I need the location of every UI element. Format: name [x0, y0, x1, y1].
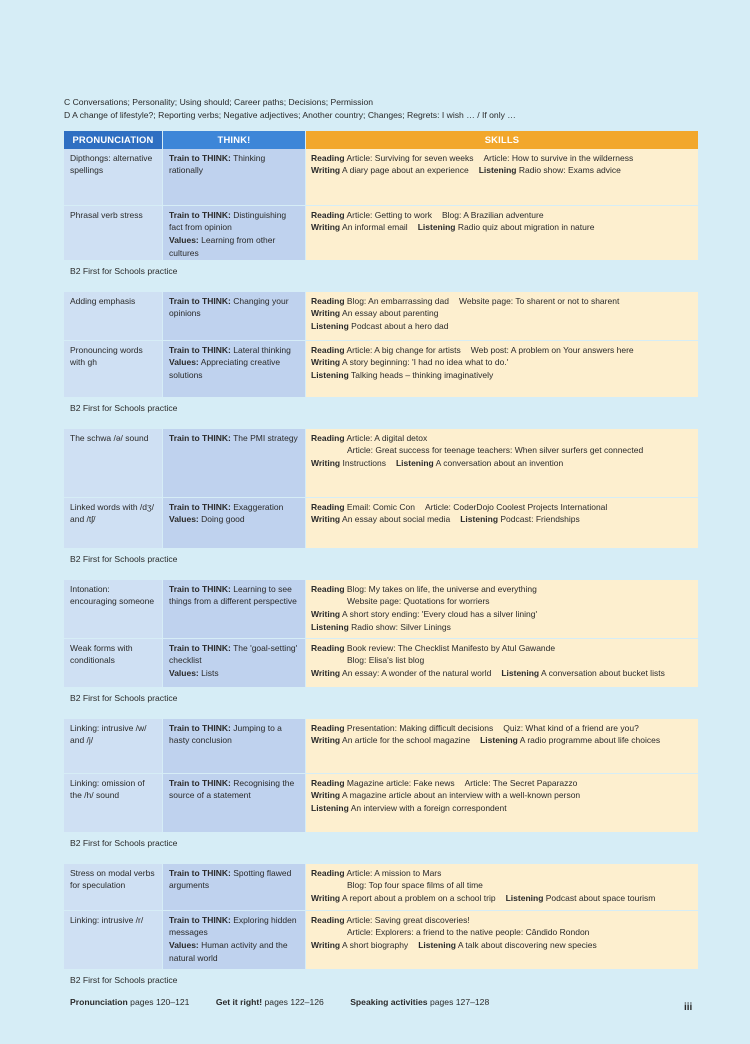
skills-text[interactable]: Website page: Quotations for worriers: [347, 596, 490, 607]
b2-practice[interactable]: B2 First for Schools practice: [70, 265, 178, 276]
think-cell: [163, 292, 305, 340]
skill-label: Writing: [311, 893, 341, 903]
skills-text[interactable]: A magazine article about an interview with a well-known person: [342, 790, 581, 801]
skills-line: [311, 501, 693, 514]
skills-cell: [306, 429, 698, 497]
skills-text[interactable]: A short story ending: 'Every cloud has a silver lining': [342, 609, 538, 619]
pronunciation-cell: Adding emphasis: [64, 292, 162, 340]
values-label: Values:: [169, 357, 199, 368]
values-value: Doing good: [201, 514, 245, 525]
train-line: [169, 914, 299, 939]
values-value: Appreciating creative solutions: [169, 357, 281, 380]
skills-line: [311, 621, 693, 634]
skills-line: [311, 513, 693, 526]
values-line: [169, 356, 299, 381]
skills-text[interactable]: An interview with a foreign correspondent: [350, 803, 507, 813]
skills-text[interactable]: Web post: A problem on Your answers here: [470, 344, 634, 355]
footer-speaking-pages: pages 127–128: [429, 996, 490, 1007]
skills-text[interactable]: A story beginning: 'I had no idea what to do.': [342, 357, 509, 368]
values-label: Values:: [169, 668, 199, 678]
skills-line: [311, 802, 693, 815]
skills-text[interactable]: Podcast: Friendships: [500, 514, 580, 525]
skill-label: Reading: [311, 344, 345, 355]
skills-text[interactable]: Email: Comic Con: [346, 501, 415, 512]
pronunciation-cell: Dipthongs: alternative spellings: [64, 149, 162, 205]
values-line: [169, 939, 299, 964]
skills-text[interactable]: Article: Getting to work: [346, 209, 432, 220]
skills-line: [311, 879, 693, 892]
think-cell: [163, 774, 305, 832]
skills-line: [311, 444, 693, 457]
skills-line: [311, 914, 693, 927]
train-label: Train to THINK:: [169, 914, 231, 925]
skills-text[interactable]: Blog: Elisa's list blog: [347, 655, 425, 666]
skill-label: Listening: [501, 668, 540, 678]
table-row: [64, 341, 698, 397]
think-cell: [163, 580, 305, 638]
skills-text[interactable]: A talk about discovering new species: [457, 940, 597, 950]
skills-text[interactable]: Magazine article: Fake news: [346, 777, 455, 788]
skills-line: [311, 369, 693, 382]
skills-line: [311, 221, 693, 234]
unit-block: [64, 429, 698, 570]
b2-practice[interactable]: B2 First for Schools practice: [70, 402, 178, 413]
train-label: Train to THINK:: [169, 583, 231, 594]
skills-line: [311, 209, 693, 222]
skills-cell: [306, 149, 698, 205]
skills-cell: [306, 864, 698, 910]
values-line: [169, 667, 299, 680]
values-label: Values:: [169, 235, 199, 245]
skills-text[interactable]: Blog: A Brazilian adventure: [441, 209, 544, 220]
train-label: Train to THINK:: [169, 501, 231, 512]
skill-label: Listening: [460, 514, 499, 525]
skills-text[interactable]: Talking heads – thinking imaginatively: [351, 370, 494, 380]
skills-text[interactable]: A conversation about an invention: [435, 458, 564, 468]
skill-label: Listening: [395, 458, 434, 468]
train-value: Recognising the source of a statement: [169, 777, 295, 801]
skills-text[interactable]: Blog: An embarrassing dad: [346, 295, 449, 306]
skills-line: [311, 344, 693, 357]
skills-text[interactable]: An informal email: [342, 222, 408, 233]
skills-line: [311, 642, 693, 655]
skill-label: Writing: [311, 790, 341, 801]
footer-pron-label[interactable]: Pronunciation: [70, 996, 128, 1007]
train-line: [169, 344, 299, 357]
skill-label: Listening: [311, 803, 349, 813]
skill-label: Writing: [311, 668, 341, 678]
skills-line: [311, 667, 693, 680]
train-value: Distinguishing fact from opinion: [169, 209, 287, 233]
values-value: Learning from other cultures: [169, 235, 276, 258]
skills-line: [311, 939, 693, 952]
skills-line: [311, 892, 693, 905]
skills-text[interactable]: Article: Surviving for seven weeks: [346, 152, 474, 163]
pronunciation-cell: Linking: omission of the /h/ sound: [64, 774, 162, 832]
train-line: [169, 642, 299, 667]
pronunciation-cell: Phrasal verb stress: [64, 206, 162, 260]
train-line: [169, 867, 299, 892]
train-label: Train to THINK:: [169, 642, 231, 653]
header-skills: SKILLS: [306, 131, 698, 149]
b2-practice[interactable]: B2 First for Schools practice: [70, 692, 178, 703]
values-label: Values:: [169, 940, 199, 950]
train-value: Changing your opinions: [169, 295, 289, 319]
skill-label: Listening: [480, 735, 518, 746]
train-label: Train to THINK:: [169, 432, 231, 443]
skill-label: Reading: [311, 867, 345, 878]
think-cell: [163, 429, 305, 497]
pronunciation-cell: Pronouncing words with gh: [64, 341, 162, 397]
table-row: [64, 864, 698, 910]
table-row: [64, 774, 698, 832]
skills-line: [311, 432, 693, 445]
skill-label: Reading: [311, 777, 345, 788]
skills-line: [311, 307, 693, 320]
b2-practice[interactable]: B2 First for Schools practice: [70, 837, 178, 848]
skills-line: [311, 608, 693, 621]
skills-line: [311, 722, 693, 735]
skills-text[interactable]: Quiz: What kind of a friend are you?: [503, 722, 639, 733]
skill-label: Reading: [311, 209, 345, 220]
pronunciation-cell: Intonation: encouraging someone: [64, 580, 162, 638]
unit-block: [64, 580, 698, 709]
intro-line-c: C Conversations; Personality; Using should; Career paths; Decisions; Permission: [64, 97, 374, 107]
skills-cell: [306, 498, 698, 548]
skill-label: Writing: [311, 940, 341, 950]
train-value: Thinking rationally: [169, 152, 266, 176]
skill-label: Writing: [311, 222, 341, 233]
skill-label: Reading: [311, 914, 345, 925]
skills-text[interactable]: Website page: To sharent or not to sharent: [458, 295, 620, 306]
pronunciation-cell: Linking: intrusive /r/: [64, 911, 162, 969]
skill-label: Reading: [311, 432, 345, 443]
table-row: [64, 639, 698, 687]
skills-text[interactable]: An essay: A wonder of the natural world: [342, 668, 492, 678]
train-label: Train to THINK:: [169, 867, 231, 878]
train-line: [169, 152, 299, 177]
skills-cell: [306, 580, 698, 638]
pronunciation-cell: The schwa /ə/ sound: [64, 429, 162, 497]
skills-text[interactable]: An essay about parenting: [342, 308, 439, 319]
think-cell: [163, 206, 305, 260]
think-cell: [163, 149, 305, 205]
skill-label: Listening: [418, 940, 456, 950]
think-cell: [163, 639, 305, 687]
page-number: iii: [684, 1002, 693, 1013]
skills-text[interactable]: Radio quiz about migration in nature: [457, 222, 595, 233]
skills-text[interactable]: Radio show: Silver Linings: [351, 621, 451, 632]
table-row: [64, 292, 698, 340]
train-value: The PMI strategy: [233, 432, 298, 443]
train-value: The 'goal-setting' checklist: [169, 642, 298, 666]
skills-line: [311, 356, 693, 369]
intro: [64, 96, 698, 123]
table-row: [64, 911, 698, 969]
skills-text[interactable]: Article: A big change for artists: [346, 344, 461, 355]
skills-text[interactable]: Blog: My takes on life, the universe and everything: [346, 583, 537, 594]
think-cell: [163, 341, 305, 397]
skills-text[interactable]: A diary page about an experience: [342, 165, 469, 176]
train-line: [169, 295, 299, 320]
skills-line: [311, 654, 693, 667]
skills-text[interactable]: A conversation about bucket lists: [541, 668, 665, 678]
skills-text[interactable]: Presentation: Making difficult decisions: [346, 722, 494, 733]
values-line: [169, 513, 299, 526]
skills-cell: [306, 719, 698, 773]
table-header: [64, 131, 698, 149]
train-value: Exploring hidden messages: [169, 914, 297, 938]
skills-line: [311, 789, 693, 802]
train-value: Learning to see things from a different perspective: [169, 583, 297, 607]
think-cell: [163, 719, 305, 773]
skill-label: Reading: [311, 501, 345, 512]
skills-text[interactable]: Article: Great success for teenage teachers: When silver surfers get connected: [347, 445, 644, 456]
skill-label: Reading: [311, 295, 345, 306]
skills-line: [311, 867, 693, 880]
train-label: Train to THINK:: [169, 295, 231, 306]
skills-text[interactable]: Book review: The Checklist Manifesto by Atul Gawande: [346, 642, 556, 653]
skill-label: Writing: [311, 165, 341, 176]
think-cell: [163, 864, 305, 910]
header-pronunciation: PRONUNCIATION: [64, 131, 162, 149]
train-label: Train to THINK:: [169, 777, 231, 788]
skill-label: Writing: [311, 308, 341, 319]
footer-links: [64, 997, 698, 1007]
train-label: Train to THINK:: [169, 722, 231, 733]
train-line: [169, 583, 299, 608]
skill-label: Reading: [311, 722, 345, 733]
train-line: [169, 432, 299, 445]
table-row: [64, 206, 698, 260]
table-row: [64, 149, 698, 205]
skills-text[interactable]: Article: Explorers: a friend to the native people: Cândido Rondon: [347, 927, 590, 938]
skills-line: [311, 734, 693, 747]
skills-cell: [306, 292, 698, 340]
skill-label: Listening: [311, 321, 349, 331]
pronunciation-cell: Linking: intrusive /w/ and /j/: [64, 719, 162, 773]
table-row: [64, 498, 698, 548]
unit-block: [64, 149, 698, 282]
skill-label: Reading: [311, 152, 345, 163]
think-cell: [163, 911, 305, 969]
skill-label: Listening: [311, 621, 349, 632]
skills-cell: [306, 341, 698, 397]
pronunciation-cell: Stress on modal verbs for speculation: [64, 864, 162, 910]
skills-text[interactable]: Article: A mission to Mars: [346, 867, 442, 878]
train-value: Jumping to a hasty conclusion: [169, 722, 282, 746]
skills-text[interactable]: Radio show: Exams advice: [518, 165, 621, 176]
table-row: [64, 429, 698, 497]
train-line: [169, 209, 299, 234]
skill-label: Listening: [311, 370, 349, 380]
skills-line: [311, 583, 693, 596]
values-value: Human activity and the natural world: [169, 940, 288, 963]
skills-cell: [306, 639, 698, 687]
intro-line-d: D A change of lifestyle?; Reporting verbs; Negative adjectives; Another country; Changes; Regrets: I wish … / If only …: [64, 110, 516, 121]
skills-cell: [306, 911, 698, 969]
unit-block: [64, 864, 698, 991]
pronunciation-cell: Weak forms with conditionals: [64, 639, 162, 687]
think-cell: [163, 498, 305, 548]
skill-label: Reading: [311, 583, 345, 594]
skills-text[interactable]: Podcast about space tourism: [545, 893, 656, 903]
skills-text[interactable]: Article: CoderDojo Coolest Projects International: [424, 501, 608, 512]
skill-label: Listening: [478, 165, 517, 176]
skills-text[interactable]: Blog: Top four space films of all time: [347, 880, 483, 891]
train-label: Train to THINK:: [169, 344, 231, 355]
unit-block: [64, 719, 698, 854]
values-line: [169, 234, 299, 259]
train-value: Lateral thinking: [233, 344, 291, 355]
skill-label: Writing: [311, 514, 341, 525]
skills-line: [311, 926, 693, 939]
skill-label: Writing: [311, 458, 341, 468]
skills-line: [311, 457, 693, 470]
skills-line: [311, 164, 693, 177]
footer-getitright-label[interactable]: Get it right!: [215, 996, 263, 1007]
train-label: Train to THINK:: [169, 209, 231, 220]
skills-line: [311, 595, 693, 608]
train-value: Exaggeration: [233, 501, 284, 512]
skills-text[interactable]: A report about a problem on a school trip: [342, 893, 496, 903]
skills-text[interactable]: An essay about social media: [342, 514, 451, 525]
values-label: Values:: [169, 514, 199, 525]
skills-text[interactable]: A short biography: [342, 940, 409, 950]
footer-pron-pages: pages 120–121: [130, 996, 190, 1007]
train-value: Spotting flawed arguments: [169, 867, 292, 891]
table-row: [64, 719, 698, 773]
skill-label: Listening: [417, 222, 456, 233]
b2-practice[interactable]: B2 First for Schools practice: [70, 974, 178, 985]
skills-line: [311, 152, 693, 165]
skill-label: Writing: [311, 609, 341, 619]
skills-line: [311, 320, 693, 333]
units-table: [64, 149, 698, 991]
skills-text[interactable]: An article for the school magazine: [342, 735, 471, 746]
train-line: [169, 777, 299, 802]
skills-text[interactable]: A radio programme about life choices: [519, 735, 661, 746]
train-line: [169, 501, 299, 514]
header-think: THINK!: [163, 131, 305, 149]
skills-cell: [306, 206, 698, 260]
skill-label: Writing: [311, 357, 341, 368]
skills-text[interactable]: Article: A digital detox: [346, 432, 428, 443]
footer-speaking-label[interactable]: Speaking activities: [350, 996, 428, 1007]
skills-text[interactable]: Article: Saving great discoveries!: [346, 914, 470, 925]
train-label: Train to THINK:: [169, 152, 231, 163]
pronunciation-cell: Linked words with /dʒ/ and /tʃ/: [64, 498, 162, 548]
b2-practice[interactable]: B2 First for Schools practice: [70, 553, 178, 564]
skill-label: Writing: [311, 735, 341, 746]
skills-text[interactable]: Podcast about a hero dad: [351, 321, 449, 331]
skill-label: Reading: [311, 642, 345, 653]
skills-text[interactable]: Article: How to survive in the wilderness: [483, 152, 634, 163]
footer-getitright-pages: pages 122–126: [264, 996, 324, 1007]
skill-label: Listening: [505, 893, 544, 903]
skills-text[interactable]: Article: The Secret Paparazzo: [464, 777, 578, 788]
skills-line: [311, 777, 693, 790]
skills-cell: [306, 774, 698, 832]
unit-block: [64, 292, 698, 419]
values-value: Lists: [201, 668, 219, 678]
skills-text[interactable]: Instructions: [342, 458, 386, 468]
contents-page: [64, 96, 698, 1007]
skills-line: [311, 295, 693, 308]
train-line: [169, 722, 299, 747]
table-row: [64, 580, 698, 638]
